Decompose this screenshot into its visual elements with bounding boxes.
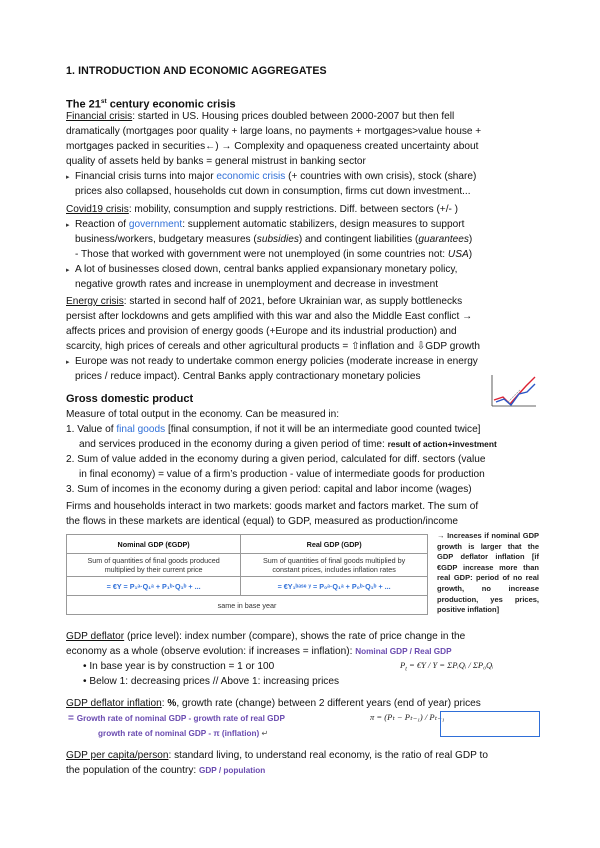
deflator-line-2: economy as a whole (observe evolution: if increases = inflation): Nominal GDP / Real GDP bbox=[66, 646, 452, 657]
table-cell-real-desc: Sum of quantities of final goods multiplied by constant prices, includes inflation rates bbox=[241, 554, 428, 577]
energy-bullet-cont: prices / reduce impact). Central Banks apply contractionary monetary policies bbox=[75, 371, 421, 382]
energy-line-2: persist after lockdowns and gets amplified with this war and also the Middle East conflict → bbox=[66, 311, 473, 322]
gdp-firms-line-1: Firms and households interact in two markets: goods market and factors market. The sum of bbox=[66, 501, 479, 512]
table-row bbox=[67, 535, 428, 554]
energy-bullet: ▸ Europe was not ready to undertake common energy policies (moderate increase in energy bbox=[66, 354, 478, 370]
percapita-line-1: GDP per capita/person: standard living, to understand real economy, is the ratio of real GDP to bbox=[66, 750, 488, 761]
table-cell-real-formula: = €Y₁ᵇᵃˢᵉ ʸ = P₀ᵃ·Q₁ᵃ + P₀ᵇ·Q₁ᵇ + ... bbox=[241, 577, 428, 596]
covid-dash-item: - Those that worked with government were not unemployed (in some countries not: USA) bbox=[75, 249, 473, 260]
bullet-triangle-icon: ▸ bbox=[66, 222, 70, 229]
financial-bullet-cont: prices also collapsed, households cut down in consumption, firms cut down investment... bbox=[75, 186, 471, 197]
covid-line-1: Covid19 crisis: mobility, consumption and supply restrictions. Diff. between sectors (+/- ) bbox=[66, 204, 459, 215]
inflation-line-1: GDP deflator inflation: %, growth rate (change) between 2 different years (end of year) prices bbox=[66, 698, 481, 709]
table-row bbox=[67, 596, 428, 615]
gdp-item-1-cont: and services produced in the economy during a given period of time: result of action+investment bbox=[79, 439, 497, 450]
table-cell-nominal-formula: = €Y = P₁ᵃ·Q₁ᵃ + P₁ᵇ·Q₁ᵇ + ... bbox=[67, 577, 241, 596]
covid-bullet-2: ▸ A lot of businesses closed down, central banks applied expansionary monetary policy, bbox=[66, 262, 457, 278]
deflator-bullet-1: • In base year is by construction = 1 or 100 bbox=[83, 661, 275, 672]
gdp-item-3: 3. Sum of incomes in the economy during a given period: capital and labor income (wages) bbox=[66, 484, 472, 495]
inflation-formula: π = (Pₜ − Pₜ₋₁) / Pₜ₋₁ bbox=[370, 712, 445, 722]
inflation-formula-box bbox=[440, 711, 540, 737]
gdp-heading: Gross domestic product bbox=[66, 393, 194, 405]
crisis-heading: The 21st century economic crisis bbox=[66, 98, 236, 111]
deflator-line-1: GDP deflator (price level): index number (compare), shows the rate of price change in the bbox=[66, 631, 466, 642]
inflation-formula-text-2: growth rate of nominal GDP - π (inflation) ↵ bbox=[98, 729, 269, 738]
gdp-comparison-table bbox=[66, 534, 428, 615]
bullet-triangle-icon: ▸ bbox=[66, 174, 70, 181]
deflator-side-note: → Increases if nominal GDP growth is larger that the GDP deflator inflation [if €GDP increase more than real GDP: period of no real growth, no increase production, yes prices, positive inflation] bbox=[437, 531, 539, 615]
table-header-real: Real GDP (GDP) bbox=[241, 535, 428, 554]
covid-bullet-2-cont: negative growth rates and increase in unemployment and decrease in investment bbox=[75, 279, 439, 290]
section-heading: 1. INTRODUCTION AND ECONOMIC AGGREGATES bbox=[66, 65, 327, 77]
financial-line-2: dramatically (mortgages poor quality + large loans, no payments + mortgages>value house + bbox=[66, 126, 482, 137]
gdp-item-2: 2. Sum of value added in the economy during a given period, calculated for diff. sectors (value bbox=[66, 454, 486, 465]
table-cell-nominal-desc: Sum of quantities of final goods produced multiplied by their current price bbox=[67, 554, 241, 577]
table-row bbox=[67, 577, 428, 596]
bullet-dot-icon: • bbox=[83, 661, 90, 672]
percapita-line-2: the population of the country: GDP / population bbox=[66, 765, 266, 776]
financial-line-3: mortgages packed in securities←) → Complexity and opaqueness created uncertainty about bbox=[66, 141, 479, 152]
energy-line-4: scarcity, high prices of cereals and other agricultural products = ⇧inflation and ⇩GDP growth bbox=[66, 341, 481, 352]
bullet-dot-icon: • bbox=[83, 676, 90, 687]
table-cell-base-year: same in base year bbox=[67, 596, 428, 615]
energy-line-1: Energy crisis: started in second half of 2021, before Ukrainian war, as supply bottlenecks bbox=[66, 296, 463, 307]
financial-line-4: quality of assets held by banks = general mistrust in banking sector bbox=[66, 156, 366, 167]
financial-bullet: ▸ Financial crisis turns into major economic crisis (+ countries with own crisis), stock (share) bbox=[66, 169, 476, 185]
financial-line-1: Financial crisis: started in US. Housing prices doubled between 2000-2007 but then fell bbox=[66, 111, 455, 122]
energy-line-3: affects prices and provision of energy goods (+Europe and its industrial production) and bbox=[66, 326, 457, 337]
covid-bullet-1-cont: business/workers, budgetary measures (subsidies) and contingent liabilities (guarantees) bbox=[75, 234, 473, 245]
table-header-nominal: Nominal GDP (€GDP) bbox=[67, 535, 241, 554]
gdp-intro: Measure of total output in the economy. Can be measured in: bbox=[66, 409, 340, 420]
deflator-formula: $P_t$ = €Y / Y = ΣPᵢQᵢ / ΣP₀Qᵢ bbox=[400, 660, 494, 673]
gdp-item-2-cont: in final economy) = value of a firm’s production - value of intermediate goods for production bbox=[79, 469, 485, 480]
gdp-firms-line-2: the flows in these markets are identical (equal) to GDP, measured as production/income bbox=[66, 516, 458, 527]
bullet-triangle-icon: ▸ bbox=[66, 359, 70, 366]
inflation-formula-text-1: = Growth rate of nominal GDP - growth rate of real GDP bbox=[68, 713, 285, 724]
table-row bbox=[67, 554, 428, 577]
gdp-item-1: 1. Value of final goods [final consumption, if not it will be an intermediate good counted twice] bbox=[66, 424, 481, 435]
deflator-bullet-2: • Below 1: decreasing prices // Above 1: increasing prices bbox=[83, 676, 340, 687]
growth-graph-illustration bbox=[486, 372, 538, 410]
covid-bullet-1: ▸ Reaction of government: supplement automatic stabilizers, design measures to support bbox=[66, 217, 464, 233]
bullet-triangle-icon: ▸ bbox=[66, 267, 70, 274]
